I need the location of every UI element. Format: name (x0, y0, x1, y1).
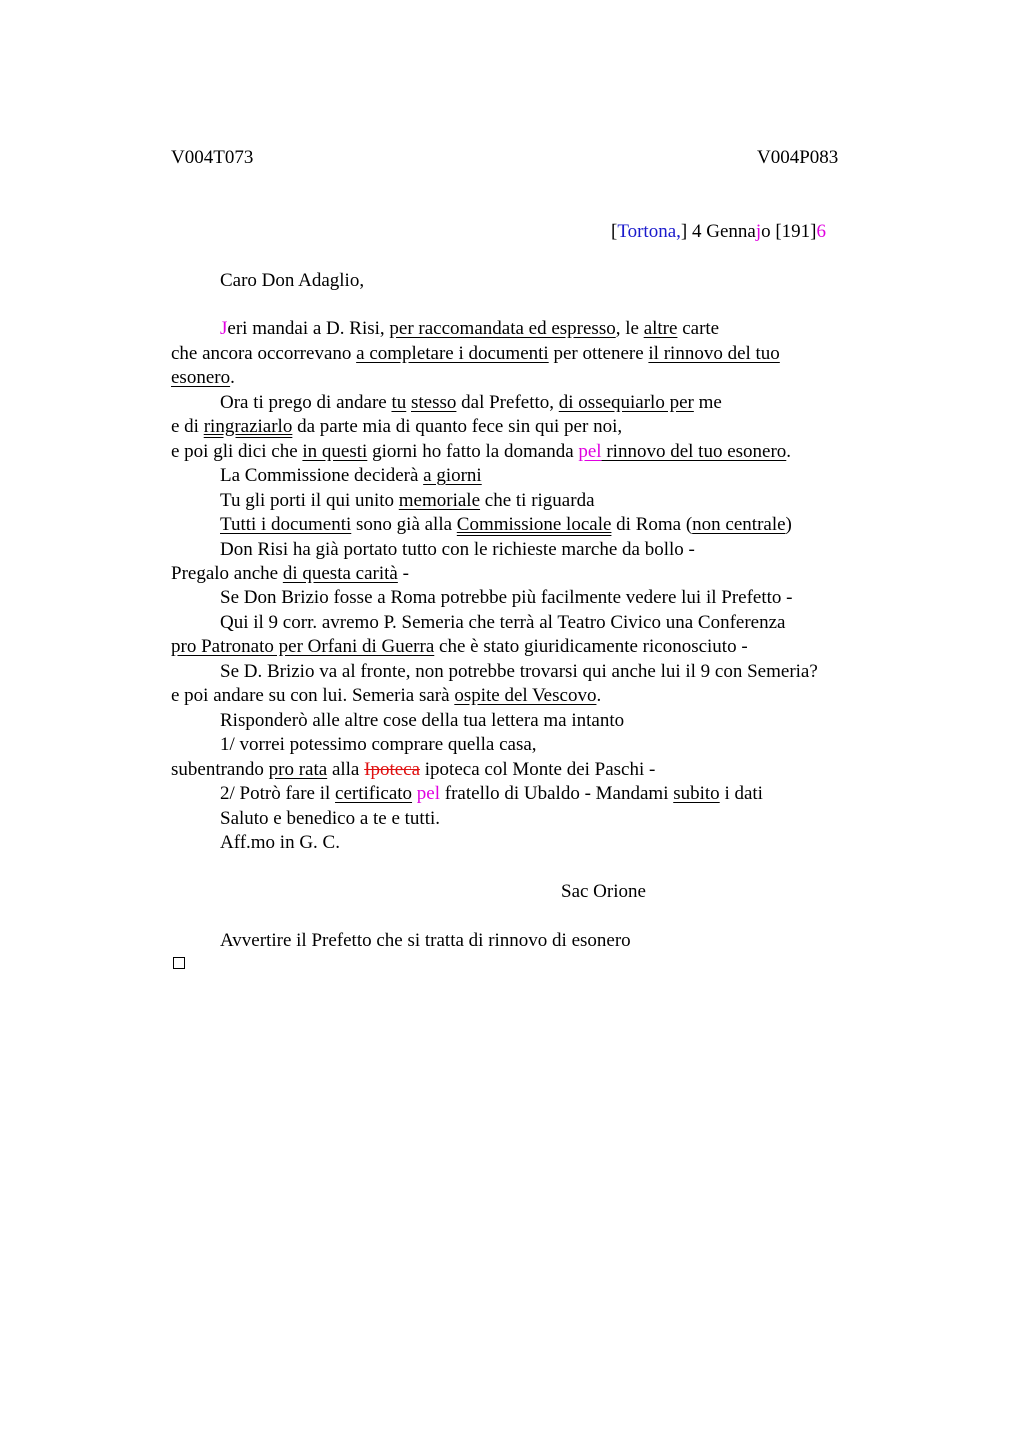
body-line: Risponderò alle altre cose della tua lettera ma intanto (220, 710, 625, 731)
signature: Sac Orione (561, 881, 646, 902)
body-line: 2/ Potrò fare il certificato pel fratello di Ubaldo - Mandami subito i dati (220, 783, 763, 804)
body-line: 1/ vorrei potessimo comprare quella casa, (220, 734, 537, 755)
body-line: Ora ti prego di andare tu stesso dal Prefetto, di ossequiarlo per me (220, 392, 722, 413)
body-line: Pregalo anche di questa carità - (171, 563, 409, 584)
body-line: e di ringraziarlo da parte mia di quanto fece sin qui per noi, (171, 416, 623, 437)
dateline: [Tortona,] 4 Gennajo [191]6 (611, 221, 827, 242)
empty-box-icon (173, 957, 185, 969)
body-line: Aff.mo in G. C. (220, 832, 340, 853)
body-line: Se Don Brizio fosse a Roma potrebbe più facilmente vedere lui il Prefetto - (220, 587, 793, 608)
dateline-place: Tortona, (617, 221, 681, 242)
body-line: Tutti i documenti sono già alla Commissione locale di Roma (non centrale) (220, 514, 792, 535)
archive-code-right: V004P083 (757, 147, 839, 168)
body-line: Tu gli porti il qui unito memoriale che ti riguarda (220, 490, 595, 511)
body-line: pro Patronato per Orfani di Guerra che è stato giuridicamente riconosciuto - (171, 636, 748, 657)
body-line: Jeri mandai a D. Risi, per raccomandata ed espresso, le altre carte (220, 318, 720, 339)
body-line: esonero. (171, 367, 235, 388)
body-line: Saluto e benedico a te e tutti. (220, 808, 441, 829)
postscript: Avvertire il Prefetto che si tratta di rinnovo di esonero (220, 930, 631, 951)
body-line: e poi andare su con lui. Semeria sarà ospite del Vescovo. (171, 685, 602, 706)
body-line: Qui il 9 corr. avremo P. Semeria che terrà al Teatro Civico una Conferenza (220, 612, 786, 633)
body-line: Se D. Brizio va al fronte, non potrebbe trovarsi qui anche lui il 9 con Semeria? (220, 661, 818, 682)
body-line: Don Risi ha già portato tutto con le richieste marche da bollo - (220, 539, 695, 560)
body-line: subentrando pro rata alla Ipoteca ipoteca col Monte dei Paschi - (171, 759, 656, 780)
body-line: e poi gli dici che in questi giorni ho fatto la domanda pel rinnovo del tuo esonero. (171, 441, 792, 462)
deleted-word: Ipoteca (364, 759, 421, 780)
body-line: che ancora occorrevano a completare i documenti per ottenere il rinnovo del tuo (171, 343, 780, 364)
body-line: La Commissione deciderà a giorni (220, 465, 482, 486)
salutation: Caro Don Adaglio, (220, 270, 365, 291)
archive-code-left: V004T073 (171, 147, 254, 168)
